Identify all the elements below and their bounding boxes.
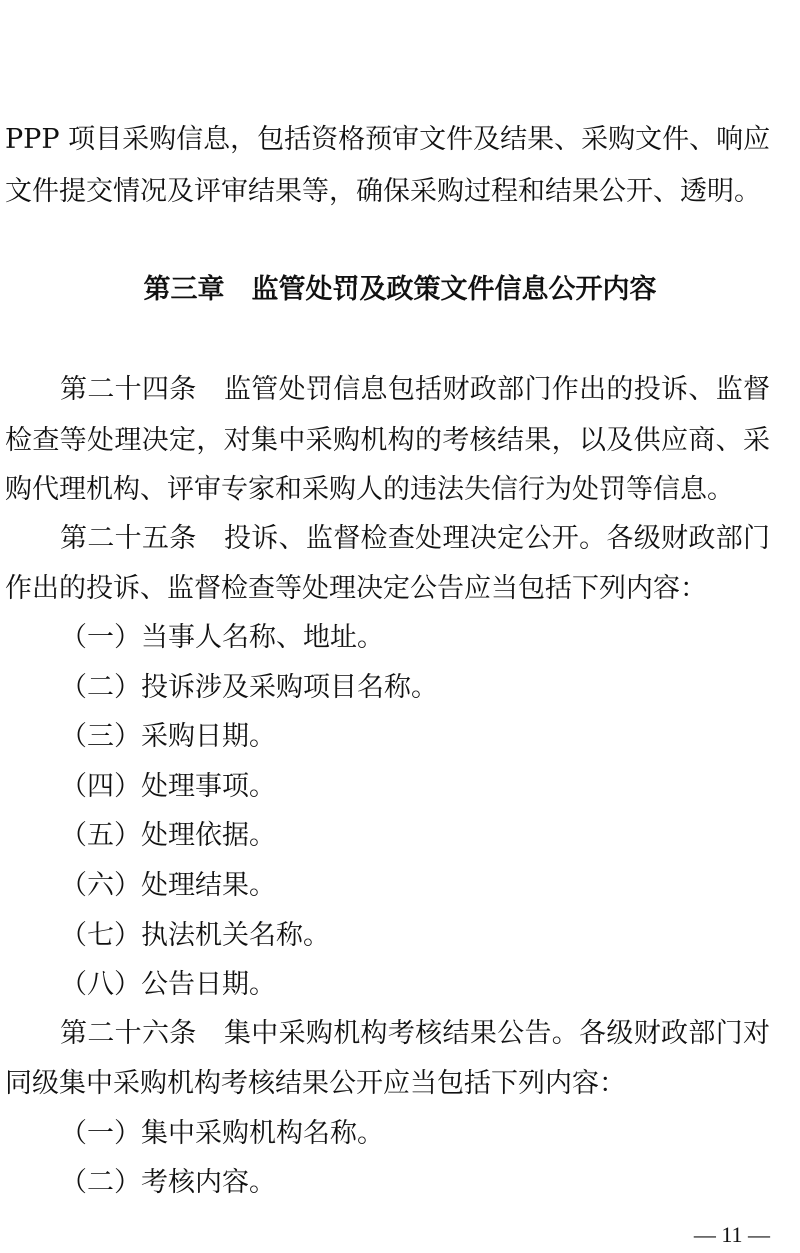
paragraph-line: 购代理机构、评审专家和采购人的违法失信行为处罚等信息。 xyxy=(5,474,734,505)
paragraph-line: 文件提交情况及评审结果等，确保采购过程和结果公开、透明。 xyxy=(5,176,761,207)
page-number: — 11 — xyxy=(693,1222,770,1247)
paragraph-line: 同级集中采购机构考核结果公开应当包括下列内容： xyxy=(5,1068,626,1099)
paragraph-line: 作出的投诉、监督检查等处理决定公告应当包括下列内容： xyxy=(5,573,707,604)
list-item: （四）处理事项。 xyxy=(60,771,276,802)
list-item: （三）采购日期。 xyxy=(60,721,276,752)
list-item: （一）当事人名称、地址。 xyxy=(60,622,384,653)
article-25-first-line xyxy=(60,521,770,557)
list-item: （六）处理结果。 xyxy=(60,870,276,901)
article-26-text: 集中采购机构考核结果公告。各级财政部门对 xyxy=(223,1018,771,1049)
article-24-first-line xyxy=(60,372,770,408)
article-26-title: 第二十六条 xyxy=(60,1018,197,1049)
article-26-first-line xyxy=(60,1016,770,1052)
list-item: （五）处理依据。 xyxy=(60,820,276,851)
article-24-text: 监管处罚信息包括财政部门作出的投诉、监督 xyxy=(223,374,771,405)
list-item: （七）执法机关名称。 xyxy=(60,920,330,951)
article-24-title: 第二十四条 xyxy=(60,374,197,405)
paragraph-line: PPP 项目采购信息，包括资格预审文件及结果、采购文件、响应 xyxy=(5,124,771,155)
list-item: （二）投诉涉及采购项目名称。 xyxy=(60,672,438,703)
list-item: （八）公告日期。 xyxy=(60,969,276,1000)
article-25-title: 第二十五条 xyxy=(60,523,197,554)
article-25-text: 投诉、监督检查处理决定公开。各级财政部门 xyxy=(223,523,771,554)
chapter-heading: 第三章 监管处罚及政策文件信息公开内容 xyxy=(143,274,657,305)
list-item: （一）集中采购机构名称。 xyxy=(60,1118,384,1149)
list-item: （二）考核内容。 xyxy=(60,1167,276,1198)
paragraph-line: 检查等处理决定，对集中采购机构的考核结果，以及供应商、采 xyxy=(5,425,770,456)
